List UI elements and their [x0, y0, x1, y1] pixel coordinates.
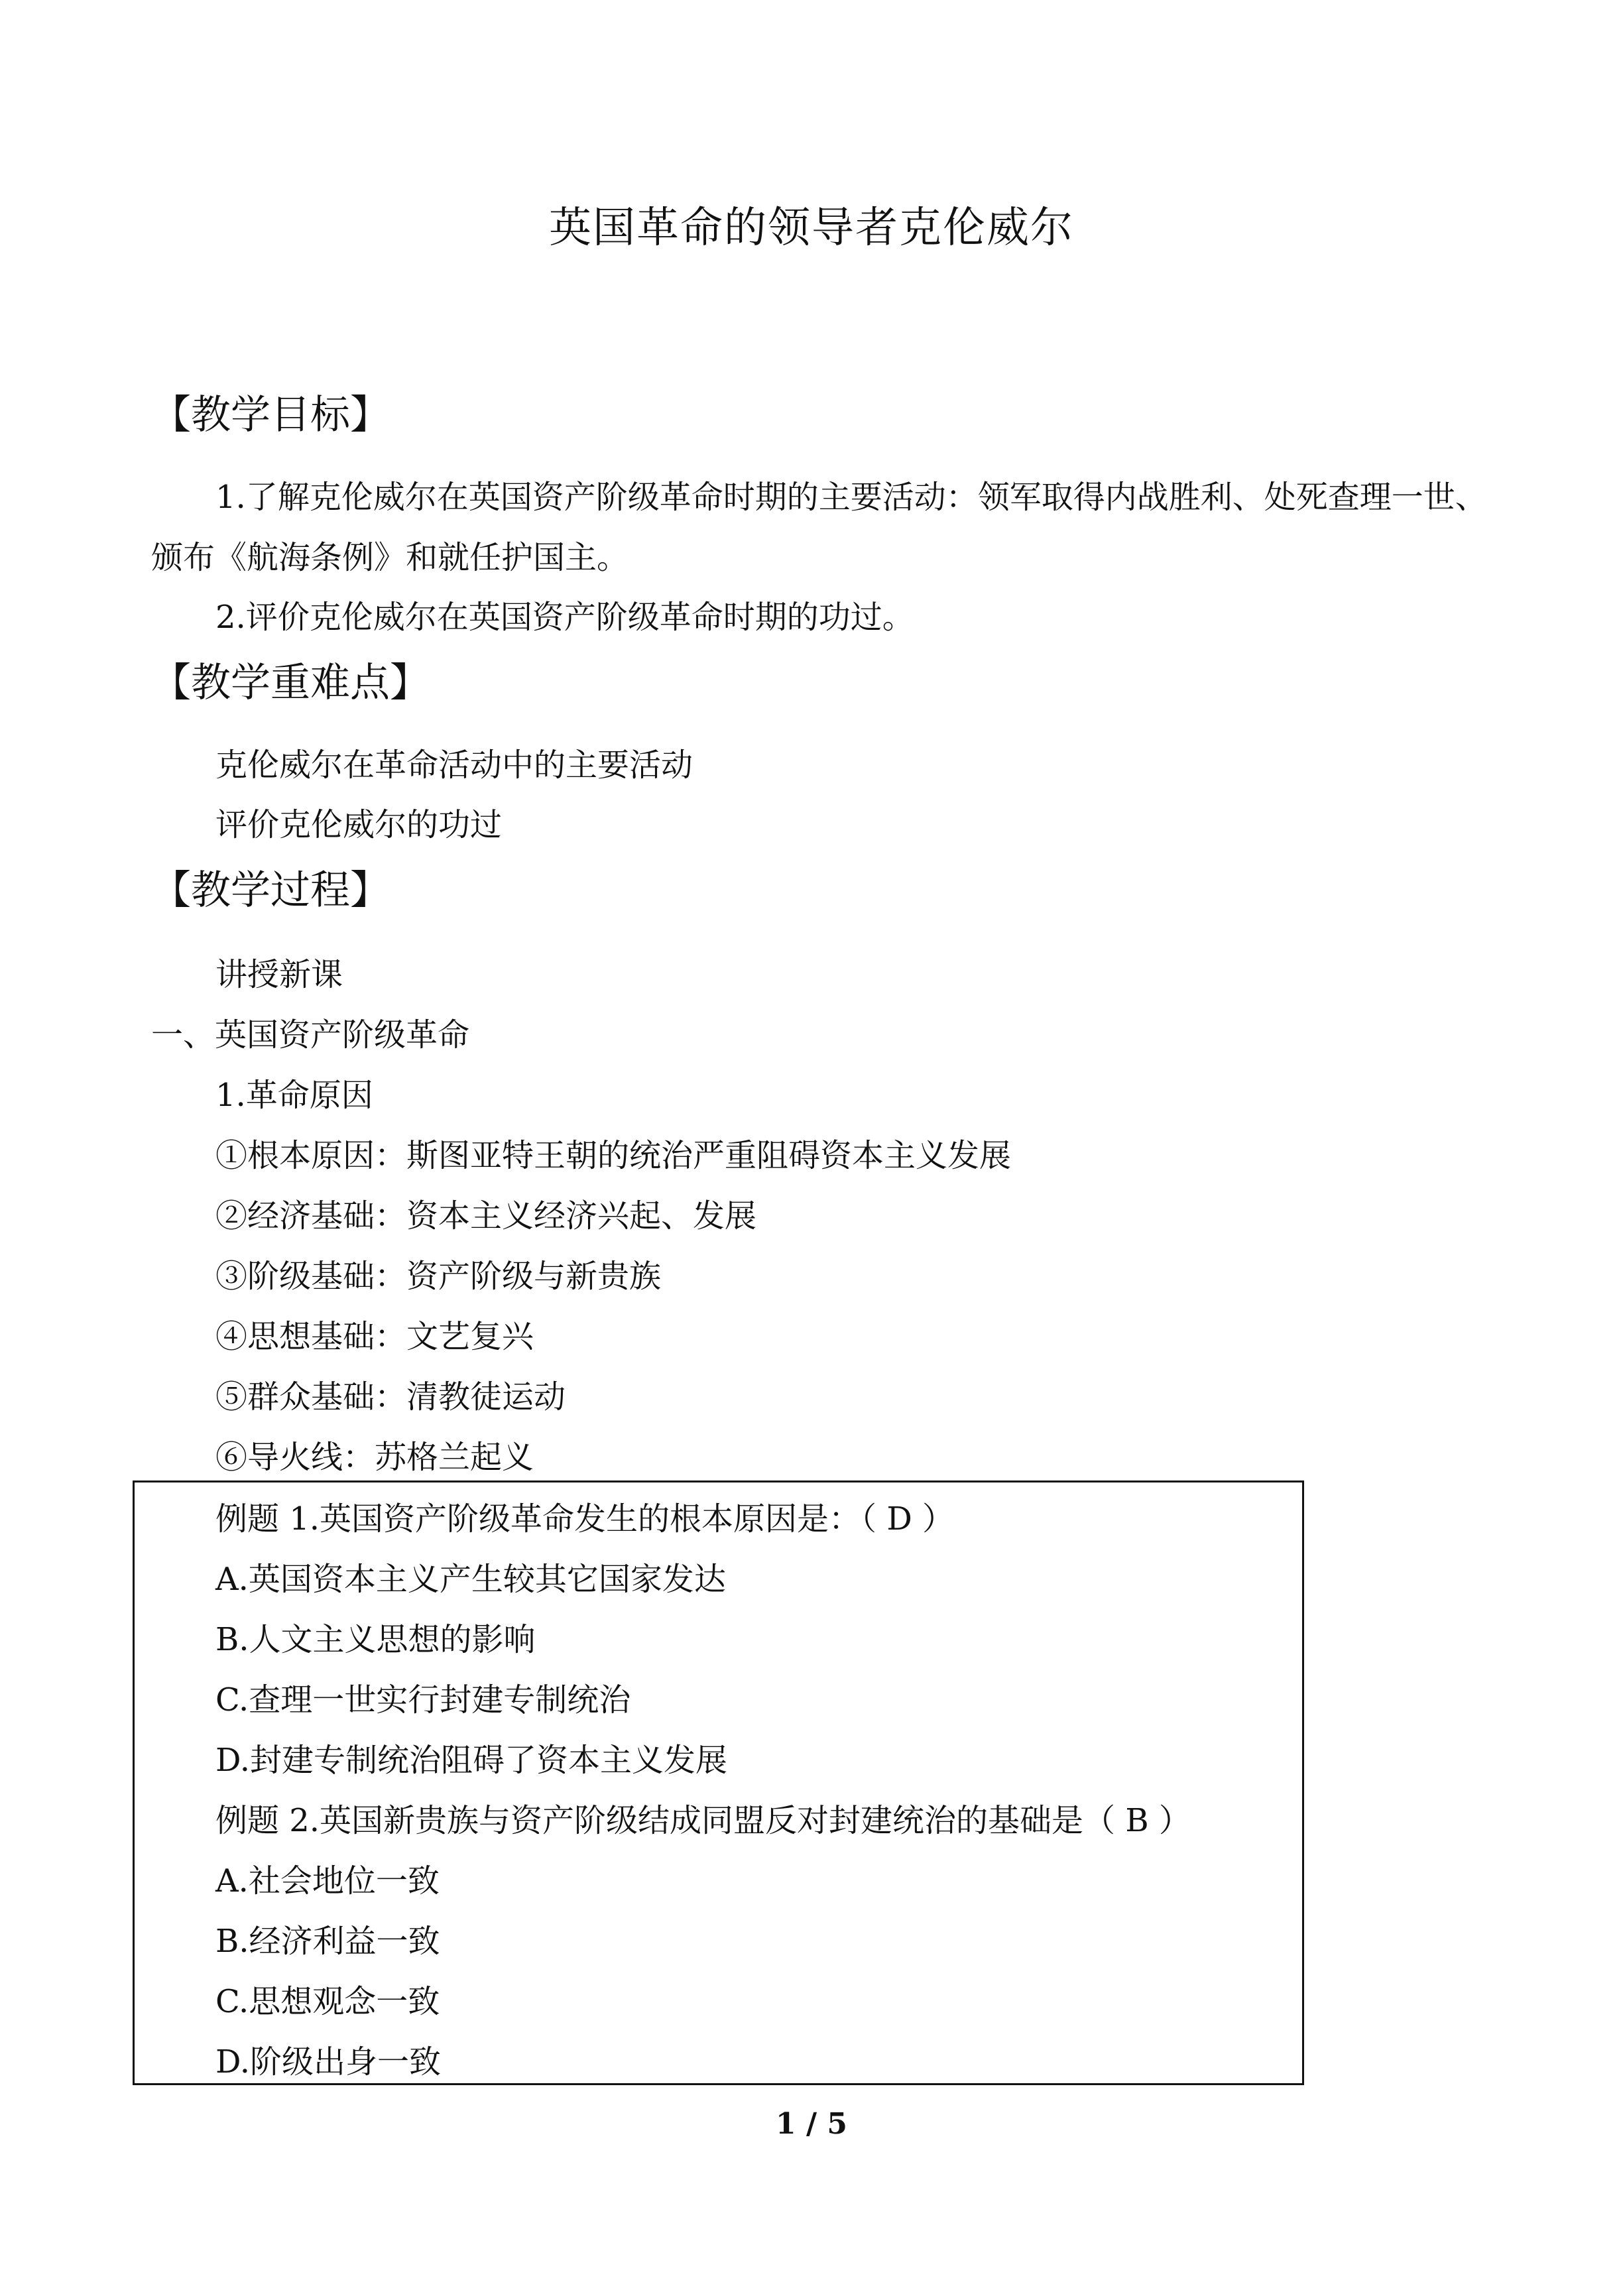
example-1-option-d: D.封建专制统治阻碍了资本主义发展 — [215, 1742, 728, 1779]
section-heading-objectives: 【教学目标】 — [151, 392, 390, 438]
sub-1-title: 1.革命原因 — [215, 1077, 373, 1114]
example-1-option-b: B.人文主义思想的影响 — [215, 1621, 536, 1658]
example-1-question: 例题 1.英国资产阶级革命发生的根本原因是：（ D ） — [215, 1500, 955, 1538]
section-heading-process: 【教学过程】 — [151, 867, 390, 914]
key-point-1: 克伦威尔在革命活动中的主要活动 — [215, 747, 693, 784]
cause-item: ①根本原因：斯图亚特王朝的统治严重阻碍资本主义发展 — [215, 1137, 1012, 1174]
example-box — [133, 1480, 1304, 2085]
example-1-option-c: C.查理一世实行封建专制统治 — [215, 1681, 631, 1719]
process-intro: 讲授新课 — [215, 956, 343, 993]
cause-item: ⑥导火线：苏格兰起义 — [215, 1439, 534, 1476]
example-2-option-d: D.阶级出身一致 — [215, 2043, 442, 2081]
objective-1-line-1: 1.了解克伦威尔在英国资产阶级革命时期的主要活动：领军取得内战胜利、处死查理一世、 — [215, 479, 1487, 516]
cause-item: ③阶级基础：资产阶级与新贵族 — [215, 1258, 662, 1295]
document-title: 英国革命的领导者克伦威尔 — [549, 204, 1074, 253]
page-number: 1 / 5 — [776, 2107, 847, 2141]
example-2-option-b: B.经济利益一致 — [215, 1923, 440, 1960]
cause-item: ④思想基础：文艺复兴 — [215, 1318, 534, 1355]
example-2-option-a: A.社会地位一致 — [215, 1862, 440, 1900]
section-heading-key-points: 【教学重难点】 — [151, 660, 430, 706]
example-1-option-a: A.英国资本主义产生较其它国家发达 — [215, 1561, 726, 1598]
objective-2: 2.评价克伦威尔在英国资产阶级革命时期的功过。 — [215, 599, 914, 636]
part-1-title: 一、英国资产阶级革命 — [151, 1016, 470, 1054]
key-point-2: 评价克伦威尔的功过 — [215, 806, 503, 843]
cause-item: ⑤群众基础：清教徒运动 — [215, 1378, 566, 1416]
objective-1-line-2: 颁布《航海条例》和就任护国主。 — [151, 539, 629, 576]
cause-item: ②经济基础：资本主义经济兴起、发展 — [215, 1197, 757, 1235]
example-2-option-c: C.思想观念一致 — [215, 1983, 440, 2020]
example-2-question: 例题 2.英国新贵族与资产阶级结成同盟反对封建统治的基础是（ B ） — [215, 1802, 1191, 1839]
